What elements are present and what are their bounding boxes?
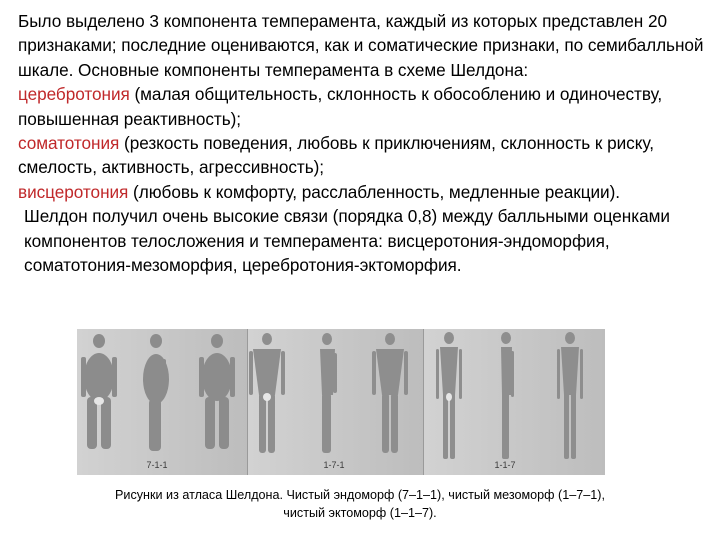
correlation-paragraph: Шелдон получил очень высокие связи (порядка 0,8) между балльными оценками компонентов телосложения и темперамента: висцеротония-эндоморфия, соматотония-мезоморфия, церебротония-эктоморфия. [24,206,670,276]
description-cerebrotonia: (малая общительность, склонность к обособлению и одиночеству, повышенная реактивность); [18,84,663,129]
photo-label-mesomorph: 1-7-1 [323,460,345,470]
description-somatotonia: (резкость поведения, любовь к приключениям, склонность к риску, смелость, активность, агрессивность); [18,133,654,178]
component-somatotonia [18,131,714,180]
sheldon-atlas-photos [77,329,605,475]
figure-caption [20,487,700,522]
term-viscerotonia: висцеротония [18,181,129,202]
caption-line-2: чистый эктоморф (1–1–7). [283,505,437,520]
component-viscerotonia [18,180,714,204]
term-somatotonia: соматотония [18,133,120,154]
caption-line-1: Рисунки из атласа Шелдона. Чистый эндоморф (7–1–1), чистый мезоморф (1–7–1), [115,488,605,502]
photo-label-endomorph: 7-1-1 [146,460,168,470]
main-text [18,9,714,277]
photo-label-ectomorph: 1-1-7 [494,460,516,470]
mesomorph-figures [249,333,408,453]
component-cerebrotonia [18,82,714,131]
description-viscerotonia: (любовь к комфорту, расслабленность, медленные реакции). [128,181,621,202]
term-cerebrotonia: церебротония [18,84,130,105]
intro-paragraph: Было выделено 3 компонента темперамента, каждый из которых представлен 20 признаками; последние оцениваются, как и соматические признаки, по семибалльной шкале. Основные компоненты темперамента в схеме Шелдона: [18,11,704,80]
